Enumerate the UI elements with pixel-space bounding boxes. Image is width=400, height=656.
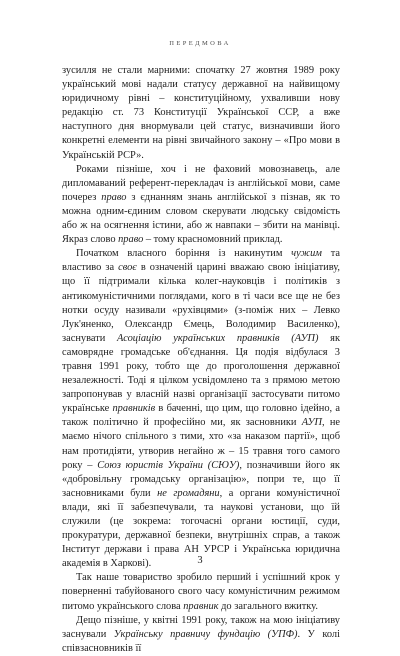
running-head: ПЕРЕДМОВА xyxy=(169,40,231,47)
text-run: Дещо пізніше, у квітні 1991 року, також на мою ініціативу заснували xyxy=(62,614,340,640)
italic-run: своє xyxy=(118,262,137,274)
body-text xyxy=(62,64,340,656)
italic-run: АУП xyxy=(301,417,322,429)
text-run: , не маємо нічого спільного з тими, хто «за наказом партії», щоб нам протидіяти, утворив негайно ж – 15 травня того самого року – xyxy=(62,417,340,471)
paragraph xyxy=(62,64,340,163)
italic-run: правників xyxy=(112,403,156,415)
text-run: з єднанням знань англійської з пізнав, як то можна одним-єдиним словом скерувати людську свідомість або ж на осягнення істини, або ж навпаки – збити на манівці. Якраз слово xyxy=(62,191,341,246)
paragraph xyxy=(62,247,340,571)
text-run: Роками пізніше, хоч і не фаховий мовознавець, але дипломаваний референт-перекладач із англійської мови, саме почерез xyxy=(62,163,340,203)
text-run: в баченні, що цим, що головно ідейно, а також політично й професійно ми, як засновники xyxy=(62,403,340,429)
text-run: в означеній царині вважаю свою ініціативу, що її підтримали кілька колег-науковців і політиків з антикомуністичними поглядами, кого в ті часи все ще не без нотки осуду називали «рухівцями» (з-поміж них – Левко Лук'яненко, Олександр Ємець, Володимир Василенко), заснувати xyxy=(62,262,340,344)
page-number: 3 xyxy=(197,555,203,566)
italic-run: право xyxy=(101,191,127,203)
paragraph xyxy=(62,614,340,656)
text-run: – тому красномовний приклад. xyxy=(143,234,283,246)
italic-run: Асоціацію українських правників (АУП) xyxy=(117,332,319,344)
italic-run: не громадяни xyxy=(157,487,220,499)
italic-run: чужим xyxy=(291,248,322,260)
italic-run: правник xyxy=(183,600,219,612)
text-run: Так наше товариство зробило перший і успішний крок у поверненні табуйованого свого часу комуністичним режимом питомо українського слова xyxy=(62,572,340,612)
italic-run: Українську правничу фундацію (УПФ) xyxy=(113,628,298,640)
paragraph xyxy=(62,163,340,248)
text-run: , а органи комуністичної влади, які її забезпечували, та наукові установи, що їй служили (це зокрема: тогочасні органи юстиції, суди, прокуратури, державної безпеки, внутрішніх справ, а також Інститут держави і права АН УРСР і Українська юридична академія в Харкові). xyxy=(62,487,340,570)
paragraph xyxy=(62,571,340,613)
italic-run: право xyxy=(118,234,144,246)
text-run: та властиво за xyxy=(62,248,340,274)
text-run: Початком власного боріння із накинутим xyxy=(76,248,292,260)
text-run: . У колі співзасновників її xyxy=(62,628,341,654)
text-run: зусилля не стали марними: спочатку 27 жовтня 1989 року український мові надали статусу державної на найвищому юридичному рівні – конституційному, ухваливши нову редакцію ст. 73 Конституції Української ССР, а вже наступного дня внормували цей статус, визначивши його конкретні елементи на рівні звичайного закону – «Про мови в Українській РСР». xyxy=(62,65,340,161)
text-run: , позначивши його як «добровільну громадську організацію», попри те, що її засновниками були xyxy=(62,459,340,499)
text-run: як самоврядне громадське об'єднання. Ця подія відбулася 3 травня 1991 року, тобто ще до проголошення державної незалежності. Тоді я цілком усвідомлено та з прямою метою запропонував у власній назві організації застосувати питомо українське xyxy=(62,332,340,415)
italic-run: Союз юристів України (СЮУ) xyxy=(97,459,240,471)
text-run: до загального вжитку. xyxy=(218,600,318,612)
